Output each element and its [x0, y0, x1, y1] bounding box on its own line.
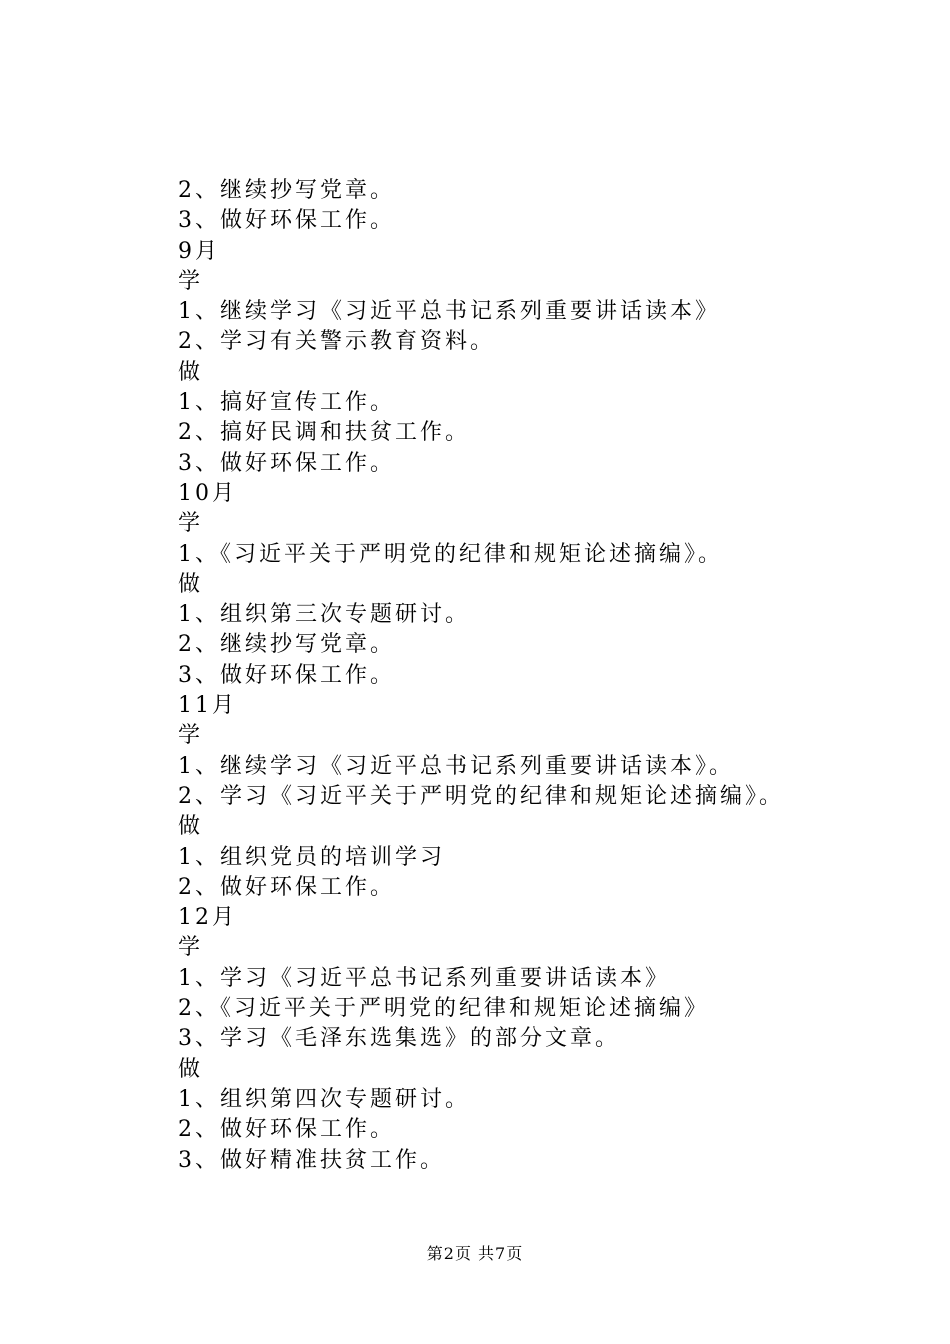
section-heading-do: 做: [178, 814, 204, 840]
list-item: 1、组织第四次专题研讨。: [178, 1086, 470, 1112]
list-item: 2、搞好民调和扶贫工作。: [178, 420, 470, 446]
list-item: 3、做好环保工作。: [178, 450, 395, 476]
section-heading-study: 学: [178, 935, 204, 961]
list-item: 3、学习《毛泽东选集选》的部分文章。: [178, 1026, 620, 1052]
section-heading-study: 学: [178, 511, 204, 537]
list-item: 1、学习《习近平总书记系列重要讲话读本》: [178, 965, 670, 991]
month-heading: 12月: [178, 905, 237, 931]
section-heading-study: 学: [178, 723, 204, 749]
page-number-footer: 第2页 共7页: [426, 1244, 524, 1263]
list-item: 2、学习有关警示教育资料。: [178, 329, 495, 355]
section-heading-do: 做: [178, 571, 204, 597]
list-item: 1、继续学习《习近平总书记系列重要讲话读本》。: [178, 753, 734, 779]
list-item: 1、组织第三次专题研讨。: [178, 602, 470, 628]
document-body: [178, 176, 878, 1176]
list-item: 2、做好环保工作。: [178, 874, 395, 900]
list-item: 3、做好环保工作。: [178, 208, 395, 234]
section-heading-do: 做: [178, 1056, 204, 1082]
month-heading: 10月: [178, 480, 237, 506]
month-heading: 11月: [178, 693, 237, 719]
month-heading: 9月: [178, 238, 220, 264]
section-heading-study: 学: [178, 268, 204, 294]
list-item: 1、组织党员的培训学习: [178, 844, 445, 870]
list-item: 3、做好环保工作。: [178, 662, 395, 688]
section-heading-do: 做: [178, 359, 204, 385]
list-item: 3、做好精准扶贫工作。: [178, 1147, 445, 1173]
list-item: 2、继续抄写党章。: [178, 632, 395, 658]
list-item: 2、《习近平关于严明党的纪律和规矩论述摘编》: [178, 996, 709, 1022]
list-item: 2、学习《习近平关于严明党的纪律和规矩论述摘编》。: [178, 783, 784, 809]
list-item: 1、搞好宣传工作。: [178, 390, 395, 416]
list-item: 1、《习近平关于严明党的纪律和规矩论述摘编》。: [178, 541, 723, 567]
list-item: 2、继续抄写党章。: [178, 178, 395, 203]
list-item: 2、做好环保工作。: [178, 1117, 395, 1143]
list-item: 1、继续学习《习近平总书记系列重要讲话读本》: [178, 299, 720, 325]
